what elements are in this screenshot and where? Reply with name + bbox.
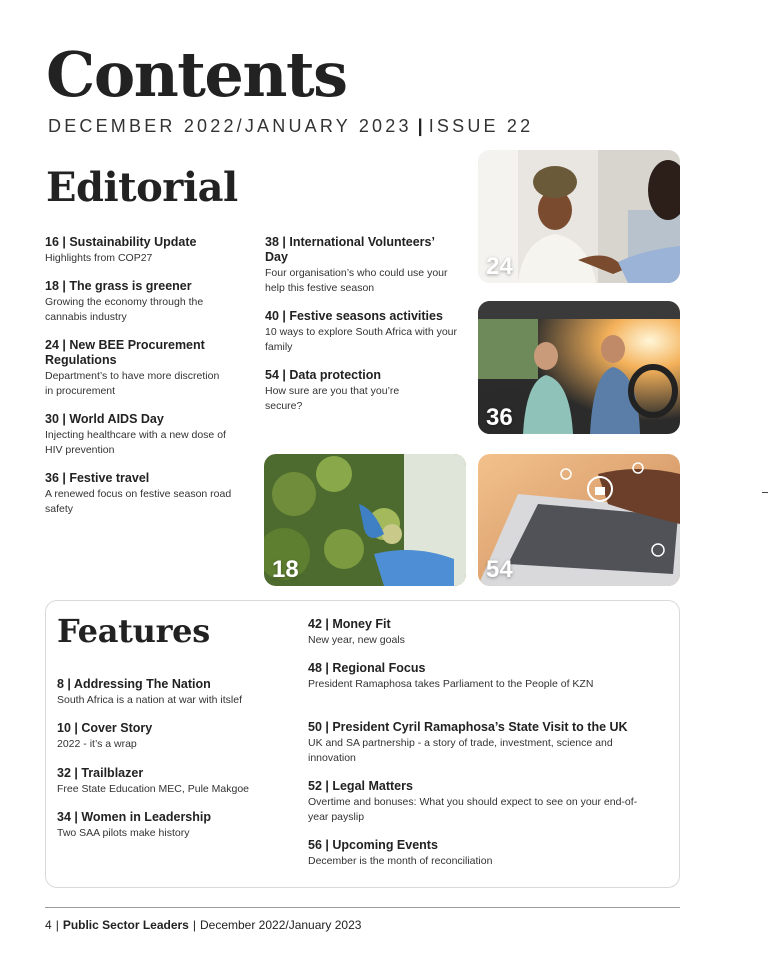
entry-description: UK and SA partnership - a story of trade, investment, science and innovation [308,737,613,764]
feature-entry[interactable] [57,766,287,797]
issue-separator: | [417,116,423,136]
page-number-badge: 36 [486,404,513,431]
feature-entry[interactable] [308,838,638,869]
entry-title: 24 | New BEE Procurement Regulations [45,338,205,367]
entry-title: 8 | Addressing The Nation [57,677,211,691]
entry-title: 10 | Cover Story [57,721,153,735]
laptop-photo[interactable] [478,454,680,586]
issue-date: DECEMBER 2022/JANUARY 2023 [48,116,412,136]
entry-description: A renewed focus on festive season road safety [45,488,232,515]
page-number-badge: 54 [486,556,513,583]
entry-description: 2022 - it’s a wrap [57,738,137,750]
entry-description: New year, new goals [308,634,405,646]
editorial-entry[interactable] [45,338,225,399]
entry-title: 32 | Trailblazer [57,766,144,780]
feature-entry[interactable] [308,661,598,692]
entry-title: 40 | Festive seasons activities [265,309,443,323]
entry-description: Department’s to have more discretion in procurement [45,370,220,397]
entry-description: Free State Education MEC, Pule Makgoe [57,783,250,795]
editorial-entry[interactable] [265,309,460,355]
entry-title: 34 | Women in Leadership [57,810,211,824]
features-heading: Features [57,612,210,650]
entry-title: 30 | World AIDS Day [45,412,164,426]
footer-separator: | [192,918,196,932]
cannabis-photo[interactable] [264,454,466,586]
feature-entry[interactable] [57,721,287,752]
entry-title: 18 | The grass is greener [45,279,192,293]
entry-description: South Africa is a nation at war with itslef [57,694,243,706]
editorial-entry[interactable] [45,235,245,266]
footer-publication: Public Sector Leaders [62,918,189,932]
entry-description: Growing the economy through the cannabis industry [45,296,204,323]
editorial-entry[interactable] [265,368,435,414]
entry-description: Two SAA pilots make history [57,827,190,839]
footer-page-number: 4 [45,918,52,932]
entry-title: 36 | Festive travel [45,471,150,485]
page-title: Contents [46,38,347,111]
editorial-entry[interactable] [45,471,235,517]
entry-title: 52 | Legal Matters [308,779,413,793]
feature-entry[interactable] [308,617,648,648]
entry-description: December is the month of reconciliation [308,855,493,867]
entry-title: 16 | Sustainability Update [45,235,197,249]
feature-entry[interactable] [308,779,638,825]
editorial-heading: Editorial [46,164,238,211]
page-number-badge: 18 [272,556,299,583]
editorial-entry[interactable] [45,279,235,325]
entry-description: Highlights from COP27 [45,252,153,264]
page-number-badge: 24 [486,253,513,280]
entry-title: 42 | Money Fit [308,617,391,631]
editorial-entry[interactable] [45,412,245,458]
feature-entry[interactable] [57,810,287,841]
feature-entry[interactable] [308,720,638,766]
entry-description: 10 ways to explore South Africa with your family [265,326,458,353]
footer-separator: | [55,918,59,932]
entry-title: 50 | President Cyril Ramaphosa’s State Visit to the UK [308,720,628,734]
handshake-photo[interactable] [478,150,680,283]
issue-line [48,116,533,137]
entry-description: President Ramaphosa takes Parliament to the People of KZN [308,678,594,690]
footer-issue: December 2022/January 2023 [199,918,362,932]
footer-divider [45,907,680,908]
entry-description: Four organisation’s who could use your help this festive season [265,267,448,294]
entry-title: 38 | International Volunteers’ Day [265,235,435,264]
entry-title: 54 | Data protection [265,368,382,382]
page-footer [45,918,361,932]
car-photo[interactable] [478,301,680,434]
entry-title: 48 | Regional Focus [308,661,426,675]
entry-description: Overtime and bonuses: What you should expect to see on your end-of-year payslip [308,796,638,823]
entry-title: 56 | Upcoming Events [308,838,438,852]
entry-description: Injecting healthcare with a new dose of HIV prevention [45,429,226,456]
issue-number: ISSUE 22 [428,116,534,136]
editorial-entry[interactable] [265,235,455,296]
page-edge-mark [762,492,768,493]
entry-description: How sure are you that you’re secure? [265,385,400,412]
feature-entry[interactable] [57,677,287,708]
